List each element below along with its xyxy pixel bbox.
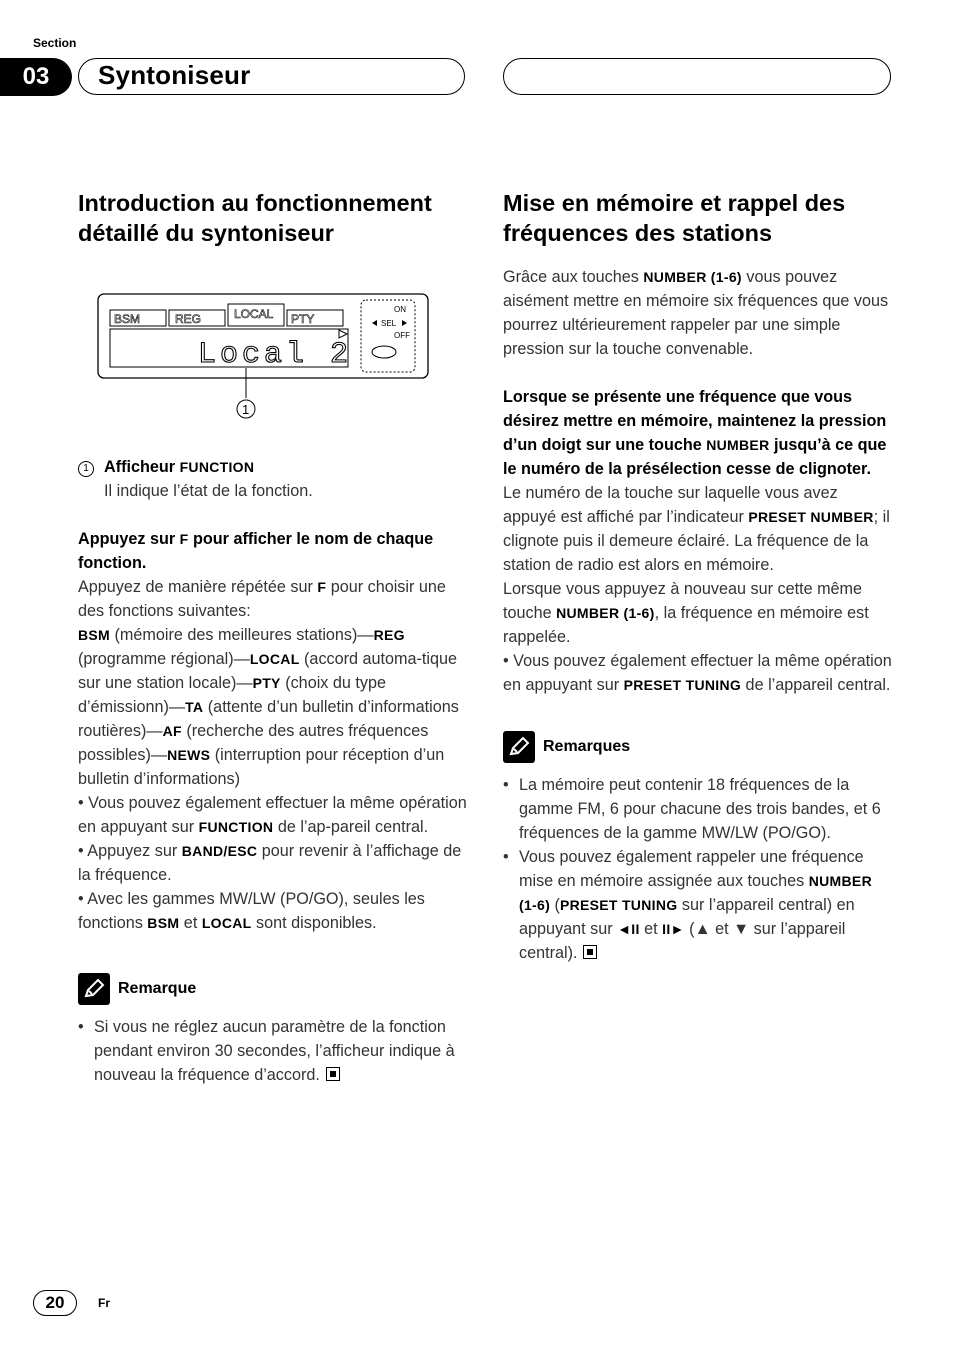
left-body	[78, 455, 468, 1087]
tab-bsm: BSM	[114, 312, 141, 326]
section-number-badge: 03	[0, 58, 72, 96]
sel-label: SEL	[381, 319, 397, 328]
right-heading: Mise en mémoire et rappel des fréquences des stations	[503, 190, 846, 246]
end-mark-icon	[583, 945, 597, 959]
tab-reg: REG	[175, 312, 202, 326]
left-column	[78, 188, 468, 248]
tuner-display-illustration	[96, 292, 432, 422]
lcd-text: Local 2	[198, 338, 353, 372]
left-instruction: Appuyez sur F pour afficher le nom de chaque fonction.	[78, 530, 434, 572]
right-notes-header	[503, 731, 893, 763]
left-heading: Introduction au fonctionnement détaillé du syntoniseur	[78, 190, 432, 246]
caption-number: 1	[78, 461, 94, 477]
left-note-header	[78, 973, 468, 1005]
pencil-icon	[78, 973, 110, 1005]
tab-pty: PTY	[291, 312, 315, 326]
callout-number: 1	[242, 402, 250, 417]
section-label: Section	[33, 36, 77, 50]
right-instruction: Lorsque se présente une fréquence que vous désirez mettre en mémoire, maintenez la pression d’un doigt sur une touche NUMBER jusqu’à ce que le numéro de la présélection cesse de clignoter.	[503, 388, 887, 478]
on-label: ON	[394, 305, 406, 314]
section-title: Syntoniseur	[98, 60, 251, 90]
left-note-item: • Si vous ne réglez aucun paramètre de la fonction pendant environ 30 secondes, l’afficheur indique à nouveau la fréquence d’accord.	[78, 1015, 468, 1087]
left-note-title: Remarque	[118, 980, 197, 997]
right-bullet1: • Vous pouvez également effectuer la même opération en appuyant sur PRESET TUNING de l’appareil central.	[503, 652, 892, 694]
caption-line: 1 Afficheur FUNCTION	[78, 455, 468, 479]
left-bullet2: • Appuyez sur BAND/ESC pour revenir à l’affichage de la fréquence.	[78, 842, 462, 884]
right-note-item-2: • Vous pouvez également rappeler une fréquence mise en mémoire assignée aux touches NUMBER (1-6) (PRESET TUNING sur l’appareil central) en appuyant sur ◄II et II► (▲ et ▼ sur l’appareil central).	[503, 845, 893, 965]
right-column	[503, 188, 893, 248]
left-bullet1: • Vous pouvez également effectuer la même opération en appuyant sur FUNCTION de l’ap-pareil central.	[78, 794, 467, 836]
right-para2: Lorsque vous appuyez à nouveau sur cette même touche NUMBER (1-6), la fréquence en mémoire est rappelée.	[503, 580, 869, 646]
function-list: BSM (mémoire des meilleures stations)—REG (programme régional)—LOCAL (accord automa-tique sur une station locale)—PTY (choix du type d’émissionn)—TA (attente d’un bulletin d’informations routières)—AF (recherche des autres fréquences possibles)—NEWS (interruption pour réception d’un bulletin d’informations)	[78, 626, 459, 788]
right-notes-title: Remarques	[543, 738, 631, 755]
right-note-item-1: • La mémoire peut contenir 18 fréquences de la gamme FM, 6 pour chacune des trois bandes, et 6 fréquences de la gamme MW/LW (PO/GO).	[503, 773, 893, 845]
left-para1: Appuyez de manière répétée sur F pour choisir une des fonctions suivantes:	[78, 578, 446, 620]
language-code: Fr	[98, 1296, 110, 1310]
left-bullet3: • Avec les gammes MW/LW (PO/GO), seules les fonctions BSM et LOCAL sont disponibles.	[78, 890, 425, 932]
section-empty-box	[503, 58, 891, 95]
right-body	[503, 265, 893, 965]
tab-local: LOCAL	[234, 307, 274, 321]
page-number: 20	[33, 1290, 77, 1316]
off-label: OFF	[394, 331, 410, 340]
right-intro: Grâce aux touches NUMBER (1-6) vous pouvez aisément mettre en mémoire six fréquences que vous pourrez ultérieurement rappeler par une simple pression sur la touche convenable.	[503, 268, 889, 358]
caption-desc: Il indique l’état de la fonction.	[104, 482, 313, 500]
end-mark-icon	[326, 1067, 340, 1081]
pencil-icon	[503, 731, 535, 763]
right-para1: Le numéro de la touche sur laquelle vous avez appuyé est affiché par l’indicateur PRESET NUMBER; il clignote puis il demeure éclairé. La fréquence de la station de radio est alors en mémoire.	[503, 484, 890, 574]
